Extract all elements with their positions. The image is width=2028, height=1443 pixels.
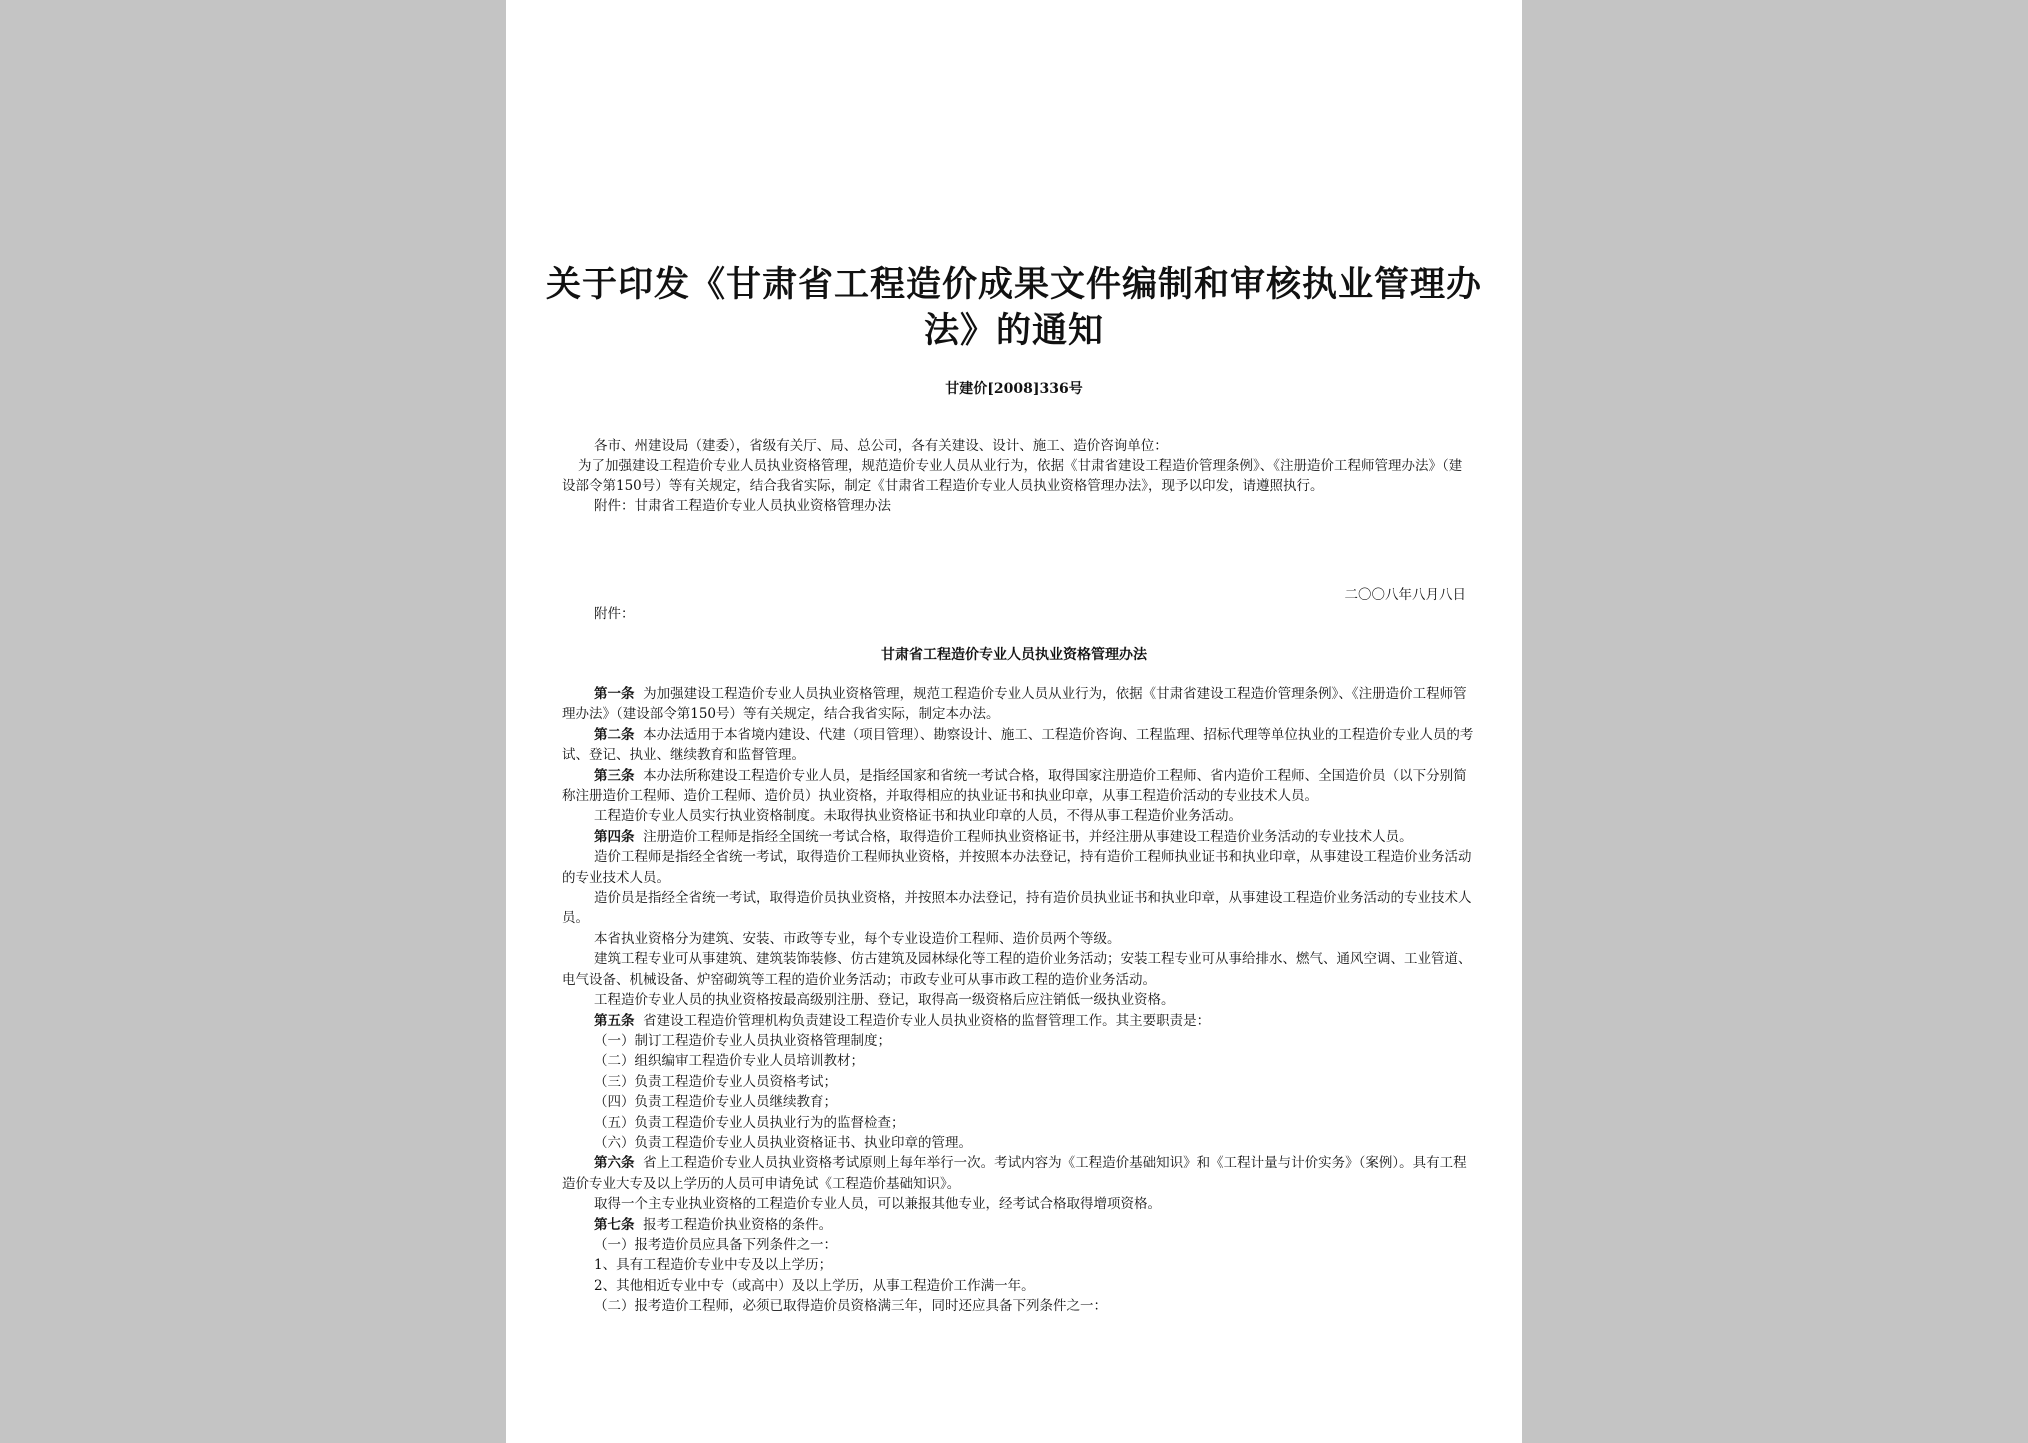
article-text: 造价员是指经全省统一考试，取得造价员执业资格，并按照本办法登记，持有造价员执业证书和执业印章，从事建设工程造价业务活动的专业技术人员。 xyxy=(562,890,1472,927)
articles-section xyxy=(562,684,1474,1317)
document-number: 甘建价[2008]336号 xyxy=(945,381,1083,397)
article-paragraph xyxy=(562,1092,1474,1112)
article-heading: 第六条 xyxy=(594,1155,635,1172)
addressee-line: 各市、州建设局（建委），省级有关厅、局、总公司，各有关建设、设计、施工、造价咨询单位： xyxy=(594,438,1168,454)
article-heading: 第七条 xyxy=(594,1216,635,1233)
article-paragraph xyxy=(562,806,1474,826)
article-text: （二）报考造价工程师，必须已取得造价员资格满三年，同时还应具备下列条件之一： xyxy=(594,1298,1107,1315)
article-paragraph xyxy=(562,1276,1474,1296)
attachment-reference: 附件：甘肃省工程造价专业人员执业资格管理办法 xyxy=(594,498,891,514)
notice-body xyxy=(562,436,1474,516)
article-text: 2、其他相近专业中专（或高中）及以上学历，从事工程造价工作满一年。 xyxy=(594,1277,1035,1294)
article-text: 省上工程造价专业人员执业资格考试原则上每年举行一次。考试内容为《工程造价基础知识》和《工程计量与计价实务》（案例）。具有工程造价专业大专及以上学历的人员可申请免试《工程造价基础知识》。 xyxy=(562,1155,1467,1192)
article-text: 报考工程造价执业资格的条件。 xyxy=(643,1216,833,1233)
article-text: （六）负责工程造价专业人员执业资格证书、执业印章的管理。 xyxy=(594,1134,972,1151)
article-paragraph xyxy=(562,1194,1474,1214)
article-paragraph xyxy=(562,1011,1474,1031)
article-text: （四）负责工程造价专业人员继续教育； xyxy=(594,1094,837,1111)
article-paragraph xyxy=(562,888,1474,929)
article-text: （二）组织编审工程造价专业人员培训教材； xyxy=(594,1053,864,1070)
article-paragraph xyxy=(562,949,1474,990)
article-text: （一）制订工程造价专业人员执业资格管理制度； xyxy=(594,1032,891,1049)
article-text: 注册造价工程师是指经全国统一考试合格，取得造价工程师执业资格证书，并经注册从事建设工程造价业务活动的专业技术人员。 xyxy=(643,828,1413,845)
article-paragraph xyxy=(562,1072,1474,1092)
article-text: 工程造价专业人员实行执业资格制度。未取得执业资格证书和执业印章的人员，不得从事工程造价业务活动。 xyxy=(594,808,1242,825)
article-paragraph xyxy=(562,990,1474,1010)
article-paragraph xyxy=(562,827,1474,847)
article-text: 本省执业资格分为建筑、安装、市政等专业，每个专业设造价工程师、造价员两个等级。 xyxy=(594,930,1121,947)
article-text: 建筑工程专业可从事建筑、建筑装饰装修、仿古建筑及园林绿化等工程的造价业务活动；安装工程专业可从事给排水、燃气、通风空调、工业管道、电气设备、机械设备、炉窑砌筑等工程的造价业务活动；市政专业可从事市政工程的造价业务活动。 xyxy=(562,951,1472,988)
article-heading: 第三条 xyxy=(594,767,635,784)
article-paragraph xyxy=(562,1113,1474,1133)
article-text: 1、具有工程造价专业中专及以上学历； xyxy=(594,1257,833,1274)
article-text: 造价工程师是指经全省统一考试，取得造价工程师执业资格，并按照本办法登记，持有造价工程师执业证书和执业印章，从事建设工程造价业务活动的专业技术人员。 xyxy=(562,849,1472,886)
article-text: 省建设工程造价管理机构负责建设工程造价专业人员执业资格的监督管理工作。其主要职责是： xyxy=(643,1012,1211,1029)
intro-paragraph: 为了加强建设工程造价专业人员执业资格管理，规范造价专业人员从业行为，依据《甘肃省建设工程造价管理条例》、《注册造价工程师管理办法》（建设部令第150号）等有关规定，结合我省实际，制定《甘肃省工程造价专业人员执业资格管理办法》，现予以印发，请遵照执行。 xyxy=(562,458,1463,494)
article-text: 取得一个主专业执业资格的工程造价专业人员，可以兼报其他专业，经考试合格取得增项资格。 xyxy=(594,1196,1161,1213)
article-text: （五）负责工程造价专业人员执业行为的监督检查； xyxy=(594,1114,905,1131)
article-heading: 第五条 xyxy=(594,1012,635,1029)
article-paragraph xyxy=(562,1031,1474,1051)
article-text: 工程造价专业人员的执业资格按最高级别注册、登记，取得高一级资格后应注销低一级执业资格。 xyxy=(594,992,1175,1009)
article-heading: 第一条 xyxy=(594,686,635,702)
document-page xyxy=(506,0,1522,1443)
article-paragraph xyxy=(562,1255,1474,1275)
page-title: 关于印发《甘肃省工程造价成果文件编制和审核执业管理办法》的通知 xyxy=(546,264,1483,351)
article-paragraph xyxy=(562,1133,1474,1153)
article-paragraph xyxy=(562,766,1474,807)
attachment-title: 甘肃省工程造价专业人员执业资格管理办法 xyxy=(881,647,1147,663)
article-text: 本办法所称建设工程造价专业人员，是指经国家和省统一考试合格，取得国家注册造价工程师、省内造价工程师、全国造价员（以下分别简称注册造价工程师、造价工程师、造价员）执业资格，并取得相应的执业证书和执业印章，从事工程造价活动的专业技术人员。 xyxy=(562,767,1467,805)
article-paragraph xyxy=(562,1296,1474,1316)
attachment-label: 附件： xyxy=(594,606,635,622)
issue-date: 二〇〇八年八月八日 xyxy=(1344,587,1466,603)
article-text: 为加强建设工程造价专业人员执业资格管理，规范工程造价专业人员从业行为，依据《甘肃省建设工程造价管理条例》、《注册造价工程师管理办法》（建设部令第150号）等有关规定，结合我省实际，制定本办法。 xyxy=(562,686,1467,723)
article-text: （三）负责工程造价专业人员资格考试； xyxy=(594,1073,837,1090)
article-paragraph xyxy=(562,929,1474,949)
article-text: 本办法适用于本省境内建设、代建（项目管理）、勘察设计、施工、工程造价咨询、工程监理、招标代理等单位执业的工程造价专业人员的考试、登记、执业、继续教育和监督管理。 xyxy=(562,726,1474,764)
article-heading: 第四条 xyxy=(594,828,635,845)
article-paragraph xyxy=(562,1153,1474,1194)
article-heading: 第二条 xyxy=(594,726,635,743)
article-text: （一）报考造价员应具备下列条件之一： xyxy=(594,1236,837,1253)
article-paragraph xyxy=(562,1051,1474,1071)
article-paragraph xyxy=(562,1235,1474,1255)
article-paragraph xyxy=(562,847,1474,888)
article-paragraph xyxy=(562,1215,1474,1235)
article-paragraph xyxy=(562,684,1474,725)
article-paragraph xyxy=(562,725,1474,766)
